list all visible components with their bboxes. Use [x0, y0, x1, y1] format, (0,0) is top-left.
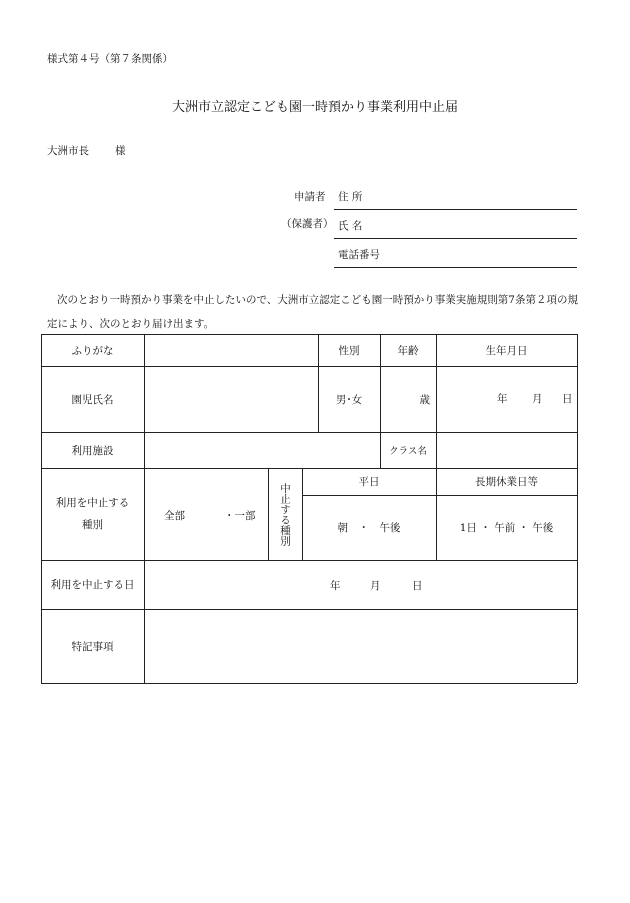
scope-part[interactable]: ・一部 — [224, 510, 256, 522]
applicant-label: 申請者 — [294, 191, 326, 203]
furigana-field[interactable] — [144, 334, 318, 366]
form-number: 様式第４号（第７条関係） — [47, 53, 173, 65]
birthdate-header: 生年月日 — [485, 344, 528, 357]
stop-date-label: 利用を中止する日 — [50, 579, 135, 591]
stop-month-unit: 月 — [370, 580, 381, 592]
scope-all[interactable]: 全部 — [164, 510, 185, 522]
birth-month-unit: 月 — [532, 393, 543, 405]
remarks-field[interactable] — [144, 609, 577, 683]
scope-options[interactable] — [144, 468, 268, 560]
stop-type-label-line2: 種別 — [82, 519, 103, 531]
remarks-label: 特記事項 — [71, 640, 114, 653]
facility-label: 利用施設 — [71, 444, 114, 457]
birthdate-field[interactable] — [436, 366, 577, 432]
guardian-label: （保護者） — [281, 218, 334, 230]
furigana-label: ふりがな — [71, 344, 114, 357]
stop-type-label-line1: 利用を中止する — [55, 497, 130, 509]
birth-year-unit: 年 — [497, 393, 508, 405]
table-border-bottom — [41, 683, 577, 684]
stop-kind-label — [268, 468, 302, 560]
gender-options[interactable]: 男･女 — [335, 393, 363, 406]
page-title: 大洲市立認定こども園一時預かり事業利用中止届 — [171, 100, 458, 115]
stop-kind-vertical: 中止する種別 — [279, 482, 291, 546]
class-label: クラス名 — [389, 446, 427, 457]
stop-date-field[interactable] — [144, 560, 577, 609]
child-name-label: 園児氏名 — [71, 393, 114, 406]
age-unit: 歳 — [419, 393, 430, 406]
holiday-options[interactable]: 1日 ・ 午前 ・ 午後 — [459, 522, 554, 534]
child-name-field[interactable] — [144, 366, 318, 432]
table-border-right — [577, 334, 578, 683]
weekday-header: 平日 — [358, 476, 380, 488]
stop-type-label — [41, 468, 144, 560]
class-field[interactable] — [436, 432, 577, 468]
facility-field[interactable] — [144, 432, 380, 468]
stop-year-unit: 年 — [330, 580, 341, 592]
gender-header: 性別 — [338, 344, 360, 357]
name-underline — [334, 238, 577, 239]
addressee — [47, 143, 126, 158]
name-label: 氏 名 — [338, 220, 363, 232]
age-field[interactable] — [380, 366, 436, 432]
stop-day-unit: 日 — [412, 580, 423, 592]
intro-text: 次のとおり一時預かり事業を中止したいので、大洲市立認定こども園一時預かり事業実施規則第7条第２項の規定により、次のとおり届け出ます。 — [47, 294, 578, 330]
age-header: 年齢 — [397, 344, 419, 357]
addressee-suffix: 様 — [115, 145, 126, 157]
holiday-header: 長期休業日等 — [475, 476, 538, 488]
weekday-options[interactable]: 朝 ・ 午後 — [337, 522, 401, 534]
address-label: 住 所 — [338, 191, 363, 203]
addressee-name: 大洲市長 — [47, 145, 89, 157]
birth-day-unit: 日 — [562, 393, 573, 405]
phone-label: 電話番号 — [338, 249, 380, 261]
phone-underline — [334, 267, 577, 268]
address-underline — [334, 209, 577, 210]
